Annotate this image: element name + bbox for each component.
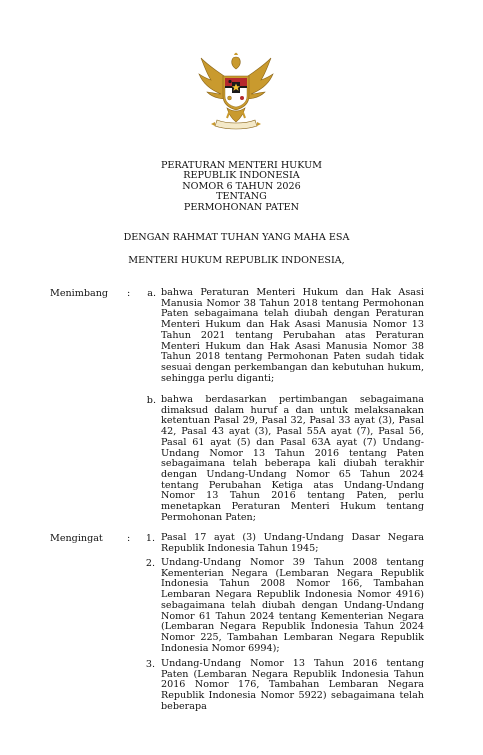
mengingat-item-1-marker: 1. [145, 533, 155, 544]
title-line-5: PERMOHONAN PATEN [183, 201, 300, 213]
title-line-4: TENTANG [216, 191, 267, 203]
title-line-3: NOMOR 6 TAHUN 2026 [182, 180, 301, 192]
mengingat-item-2-marker: 2. [145, 558, 155, 569]
garuda-emblem-icon [197, 52, 275, 134]
menimbang-label: Menimbang [50, 288, 109, 299]
mengingat-item-3-text: Undang-Undang Nomor 13 Tahun 2016 tentang Paten (Lembaran Negara Republik Indonesia Tahun 2016 Nomor 176, Tambahan Lembaran Negara Republik Indonesia Nomor 5922) sebagaimana telah beberapa [161, 658, 424, 712]
menimbang-item-a-marker: a. [147, 288, 156, 299]
minister-line: MENTERI HUKUM REPUBLIK INDONESIA, [128, 255, 345, 266]
menimbang-item-b-marker: b. [146, 395, 156, 406]
divine-blessing-line: DENGAN RAHMAT TUHAN YANG MAHA ESA [123, 232, 350, 243]
regulation-title [0, 161, 483, 213]
menimbang-item-a-text: bahwa Peraturan Menteri Hukum dan Hak Asasi Manusia Nomor 38 Tahun 2018 tentang Permohonan Paten sebagaimana telah diubah dengan Peraturan Menteri Hukum dan Hak Asasi Manusia Nomor 13 Tahun 2021 tentang Perubahan atas Peraturan Menteri Hukum dan Hak Asasi Manusia Nomor 38 Tahun 2018 tentang Permohonan Paten sudah tidak sesuai dengan perkembangan dan kebutuhan hukum, sehingga perlu diganti; [161, 287, 424, 384]
mengingat-label: Mengingat [50, 533, 103, 544]
mengingat-item-3-marker: 3. [145, 659, 155, 670]
menimbang-item-b-text: bahwa berdasarkan pertimbangan sebagaimana dimaksud dalam huruf a dan untuk melaksanakan ketentuan Pasal 29, Pasal 32, Pasal 33 ayat (3), Pasal 42, Pasal 43 ayat (3), Pasal 55A ayat (7), Pasal 56, Pasal 61 ayat (5) dan Pasal 63A ayat (7) Undang-Undang Nomor 13 Tahun 2016 tentang Paten sebagaimana telah beberapa kali diubah terakhir dengan Undang-Undang Nomor 65 Tahun 2024 tentang Perubahan Ketiga atas Undang-Undang Nomor 13 Tahun 2016 tentang Paten, perlu menetapkan Peraturan Menteri Hukum tentang Permohonan Paten; [161, 394, 424, 523]
title-line-2: REPUBLIK INDONESIA [183, 170, 300, 182]
title-line-1: PERATURAN MENTERI HUKUM [160, 160, 323, 171]
mengingat-item-2-text: Undang-Undang Nomor 39 Tahun 2008 tentang Kementerian Negara (Lembaran Negara Republik Indonesia Tahun 2008 Nomor 166, Tambahan Lembaran Negara Republik Indonesia Nomor 4916) sebagaimana telah diubah dengan Undang-Undang Nomor 61 Tahun 2024 tentang Kementerian Negara (Lembaran Negara Republik Indonesia Tahun 2024 Nomor 225, Tambahan Lembaran Negara Republik Indonesia Nomor 6994); [161, 557, 424, 654]
menimbang-colon: : [127, 288, 131, 299]
mengingat-colon: : [127, 533, 131, 544]
mengingat-item-1-text: Pasal 17 ayat (3) Undang-Undang Dasar Negara Republik Indonesia Tahun 1945; [161, 532, 424, 554]
